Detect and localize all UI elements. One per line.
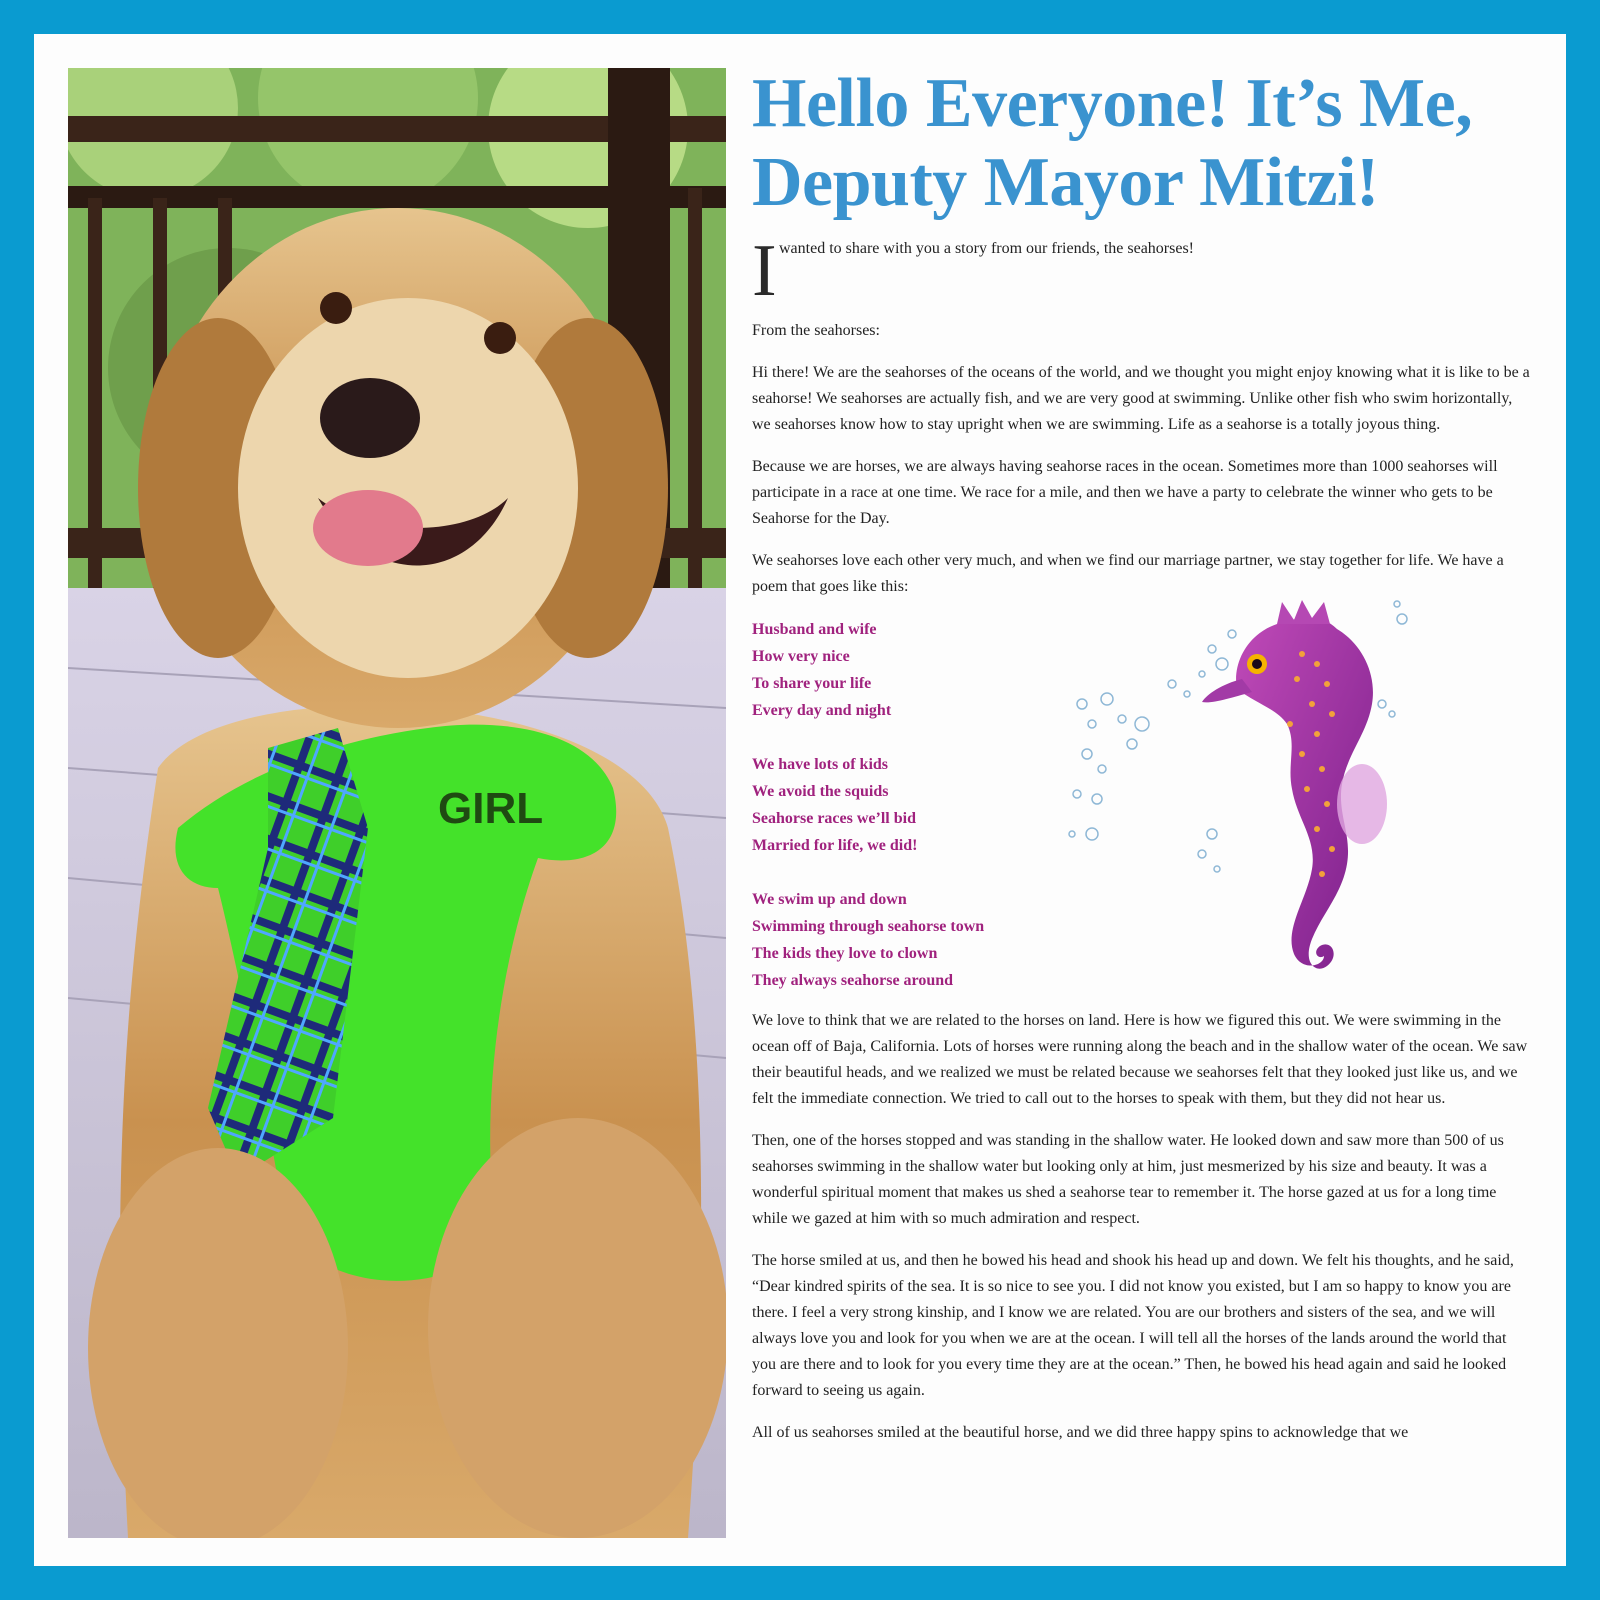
intro-text: wanted to share with you a story from our friends, the seahorses! (779, 240, 1194, 257)
poem-line: To share your life (752, 675, 872, 692)
title-line-1: Hello Everyone! It’s Me, (752, 65, 1473, 142)
paragraph: We seahorses love each other very much, and when we find our marriage partner, we stay together for life. We have a poem that goes like this: (752, 552, 1504, 595)
poem-line: Married for life, we did! (752, 837, 918, 854)
intro (752, 230, 1534, 312)
poem (752, 616, 984, 1021)
paragraph: The horse smiled at us, and then he bowed his head and shook his head up and down. We felt his thoughts, and he said, “Dear kindred spirits of the sea. It is so nice to see you. I did not know you existed, but I am so happy to know you are there. I feel a very strong kinship, and I know we are related. You are our brothers and sisters of the sea, and we will always love you and look for you when we are at the ocean. I will tell all the horses of the lands around the world that you are there and to look for you every time they are at the ocean.” Then, he bowed his head again and said he looked forward to seeing us again. (752, 1252, 1514, 1399)
poem-line: How very nice (752, 648, 850, 665)
paragraph: We love to think that we are related to the horses on land. Here is how we figured this out. We were swimming in the ocean off of Baja, California. Lots of horses were running along the beach and in the shallow water of the ocean. We saw their beautiful heads, and we realized we must be related because we seahorses felt that they looked just like us, and we felt the immediate connection. We tried to call out to the horses to speak with them, but they did not hear us. (752, 1012, 1528, 1107)
poem-line: Husband and wife (752, 621, 877, 638)
title-line-2: Deputy Mayor Mitzi! (752, 144, 1379, 221)
poem-stanza (752, 886, 984, 994)
paragraph: All of us seahorses smiled at the beautiful horse, and we did three happy spins to acknowledge that we (752, 1424, 1409, 1441)
paragraph: Then, one of the horses stopped and was standing in the shallow water. He looked down and saw more than 500 of us seahorses swimming in the shallow water but looking only at him, just mesmerized by his size and beauty. It was a wonderful spiritual moment that makes us shed a seahorse tear to remember it. The horse gazed at us for a long time while we gazed at him with so much admiration and respect. (752, 1132, 1504, 1227)
poem-line: Every day and night (752, 702, 892, 719)
page (34, 34, 1566, 1566)
poem-stanza (752, 751, 984, 859)
poem-line: Swimming through seahorse town (752, 918, 985, 935)
poem-line: The kids they love to clown (752, 945, 938, 962)
poem-stanza (752, 616, 984, 724)
paragraph: Because we are horses, we are always having seahorse races in the ocean. Sometimes more than 1000 seahorses will participate in a race at one time. We race for a mile, and then we have a party to celebrate the winner who gets to be Seahorse for the Day. (752, 458, 1498, 527)
poem-line: We swim up and down (752, 891, 907, 908)
dog-photo (68, 68, 726, 1538)
page-title (752, 64, 1534, 222)
poem-line: We avoid the squids (752, 783, 889, 800)
poem-line: They always seahorse around (752, 972, 954, 989)
poem-section (752, 616, 1534, 1008)
poem-line: We have lots of kids (752, 756, 889, 773)
seahorse-illustration (1062, 594, 1412, 984)
article-column (752, 64, 1534, 1462)
drop-cap: I (752, 230, 777, 312)
from-line: From the seahorses: (752, 322, 880, 339)
paragraph: Hi there! We are the seahorses of the oceans of the world, and we thought you might enjoy knowing what it is like to be a seahorse! We seahorses are actually fish, and we are very good at swimming. Unlike other fish who swim horizontally, we seahorses know how to stay upright when we are swimming. Life as a seahorse is a totally joyous thing. (752, 364, 1530, 433)
vest-text: GIRL (438, 784, 544, 833)
poem-line: Seahorse races we’ll bid (752, 810, 916, 827)
